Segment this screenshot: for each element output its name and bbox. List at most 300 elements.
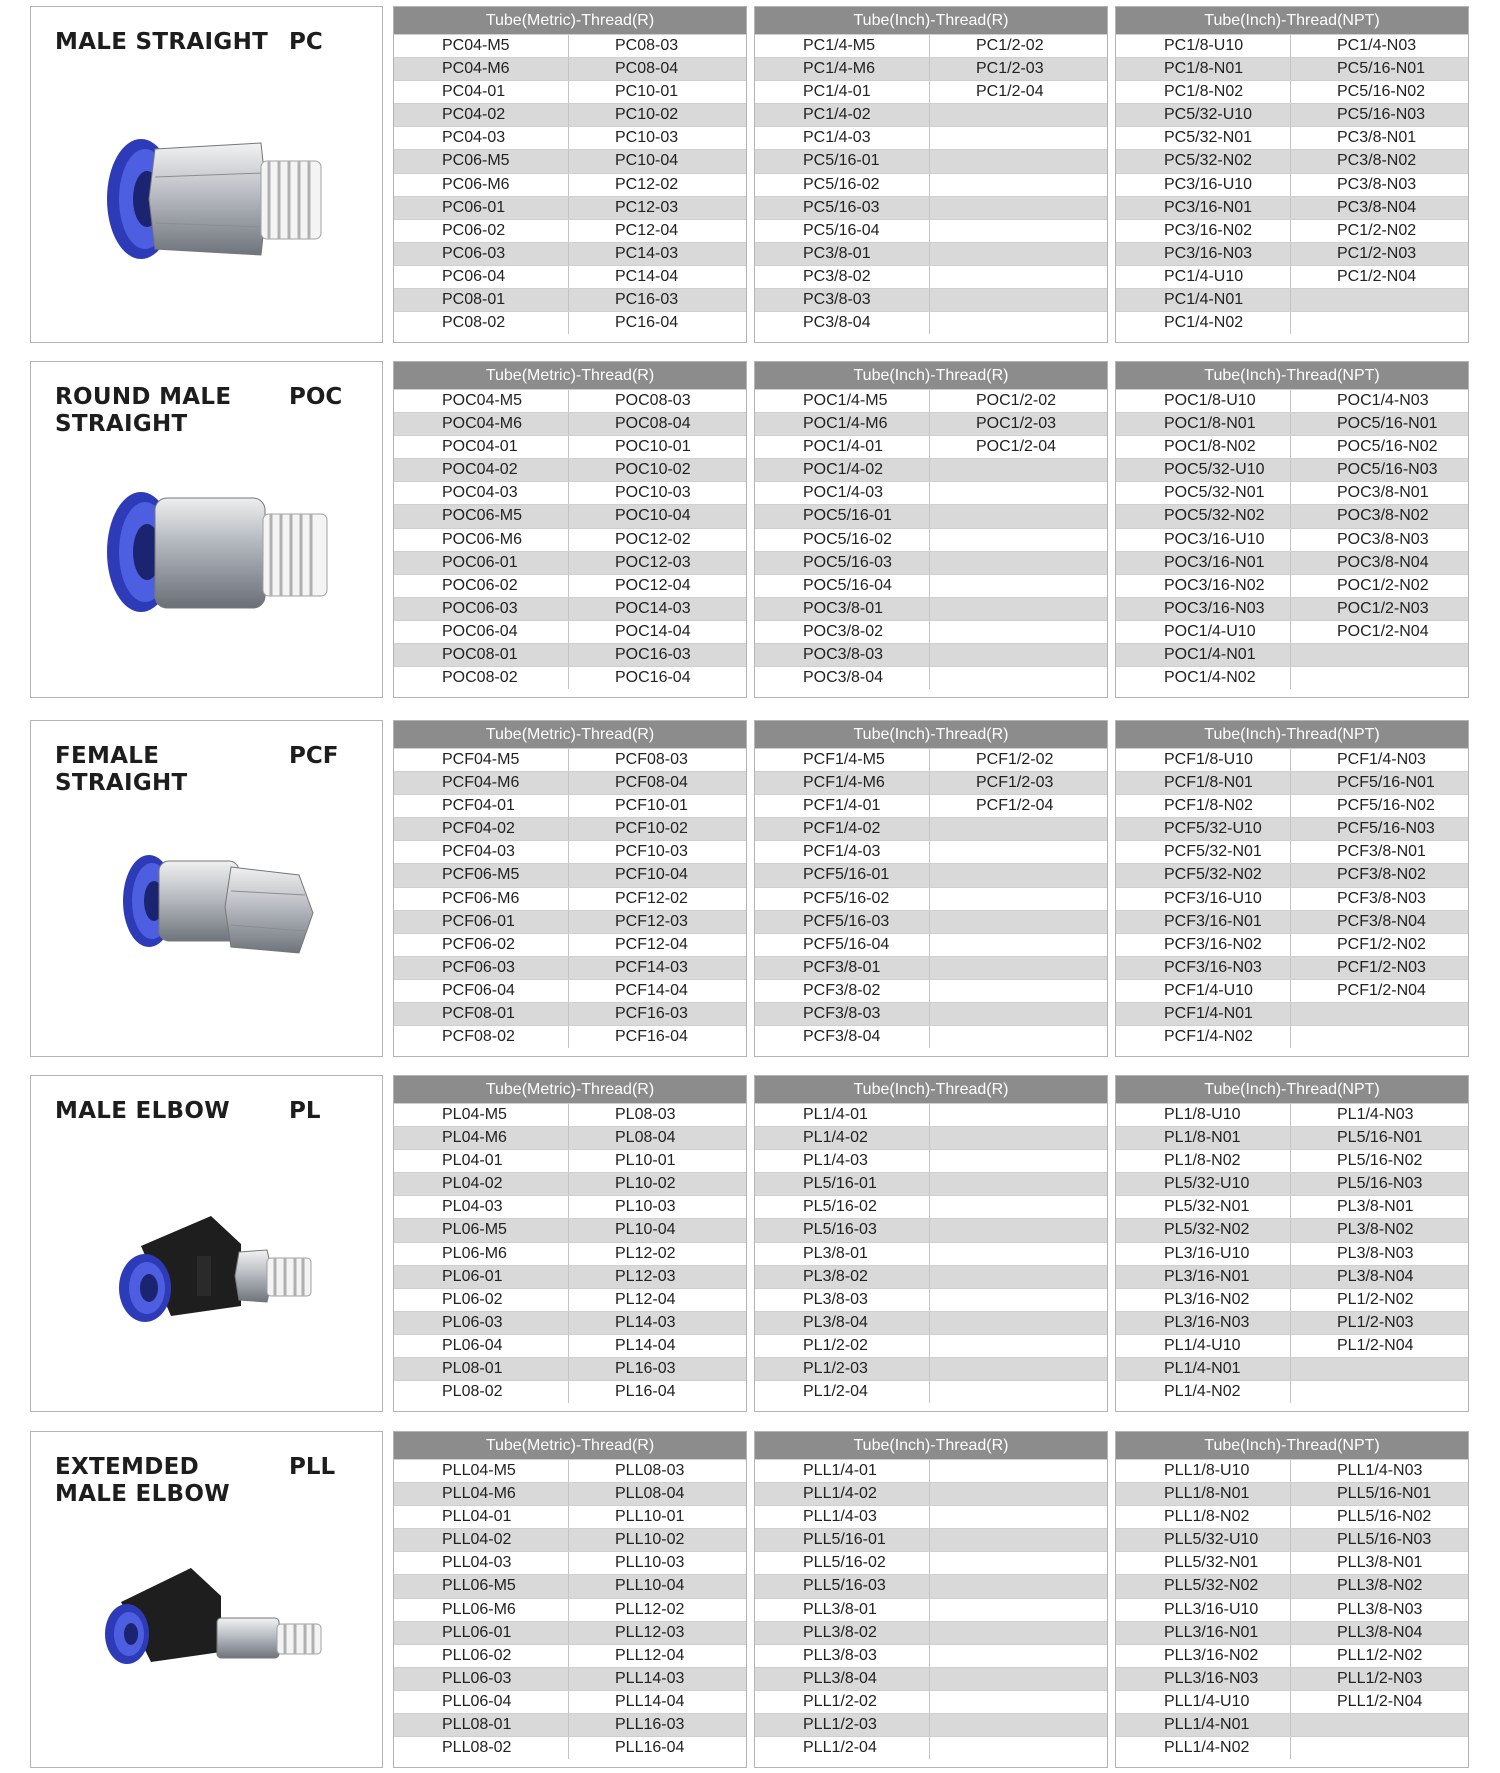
table-row bbox=[755, 34, 1107, 57]
part-number-cell: PCF3/8-01 bbox=[755, 957, 930, 979]
table-header: Tube(Inch)-Thread(R) bbox=[755, 7, 1107, 34]
part-number-cell bbox=[930, 1127, 1107, 1149]
part-number-cell: POC16-03 bbox=[615, 646, 691, 664]
part-number-cell: PL04-02 bbox=[394, 1173, 569, 1195]
table-header: Tube(Inch)-Thread(NPT) bbox=[1116, 362, 1468, 389]
part-number-cell: POC10-03 bbox=[615, 484, 691, 502]
part-number-cell: PCF1/4-N02 bbox=[1116, 1026, 1291, 1048]
part-number-cell: PLL1/8-U10 bbox=[1116, 1460, 1291, 1482]
part-number-cell: PLL5/32-N01 bbox=[1116, 1552, 1291, 1574]
part-number-cell: PL1/4-N02 bbox=[1116, 1381, 1291, 1403]
part-number-cell: PCF14-04 bbox=[615, 981, 688, 999]
part-number-cell: POC3/8-N01 bbox=[1337, 484, 1429, 502]
table-row bbox=[755, 1713, 1107, 1736]
table-row bbox=[1116, 504, 1468, 527]
table-row bbox=[394, 771, 746, 794]
part-number-cell bbox=[930, 529, 1107, 551]
part-number-cell: PLL5/16-01 bbox=[755, 1529, 930, 1551]
part-number-cell: PL06-03 bbox=[394, 1312, 569, 1334]
table-row bbox=[1116, 1505, 1468, 1528]
table-row bbox=[394, 435, 746, 458]
table-row bbox=[755, 1380, 1107, 1403]
part-number-cell: PLL5/32-U10 bbox=[1116, 1529, 1291, 1551]
product-name: EXTEMDED MALE ELBOW bbox=[55, 1454, 230, 1507]
part-number-cell: PCF1/4-M5 bbox=[755, 749, 930, 771]
part-number-cell: POC5/16-01 bbox=[755, 505, 930, 527]
table-row bbox=[1116, 1126, 1468, 1149]
part-number-cell: PL1/4-N01 bbox=[1116, 1358, 1291, 1380]
table-row bbox=[1116, 458, 1468, 481]
part-number-cell: POC04-M5 bbox=[394, 390, 569, 412]
part-number-cell bbox=[930, 1668, 1107, 1690]
part-number-cell: PLL06-01 bbox=[394, 1622, 569, 1644]
table-header: Tube(Metric)-Thread(R) bbox=[394, 362, 746, 389]
table-row bbox=[1116, 1103, 1468, 1126]
table-row bbox=[755, 57, 1107, 80]
part-number-cell: POC06-01 bbox=[394, 552, 569, 574]
part-number-cell: POC5/16-04 bbox=[755, 575, 930, 597]
part-number-cell: PC5/32-N02 bbox=[1116, 150, 1291, 172]
part-number-cell: PC1/8-N01 bbox=[1116, 58, 1291, 80]
part-number-cell bbox=[930, 841, 1107, 863]
part-number-cell: PC1/2-N03 bbox=[1337, 244, 1417, 262]
part-number-cell: PCF5/16-03 bbox=[755, 911, 930, 933]
table-row bbox=[394, 1598, 746, 1621]
part-number-cell: PC06-03 bbox=[394, 243, 569, 265]
table-row bbox=[394, 311, 746, 334]
part-number-cell: PCF5/16-N01 bbox=[1337, 774, 1435, 792]
part-number-cell: PCF06-04 bbox=[394, 980, 569, 1002]
part-number-cell: POC1/2-03 bbox=[976, 415, 1057, 433]
part-number-table bbox=[393, 1431, 747, 1768]
table-row bbox=[755, 933, 1107, 956]
part-number-cell bbox=[930, 459, 1107, 481]
table-row bbox=[394, 551, 746, 574]
table-row bbox=[1116, 288, 1468, 311]
part-number-cell: PL3/8-N03 bbox=[1337, 1244, 1414, 1262]
part-number-cell: POC5/16-02 bbox=[755, 529, 930, 551]
part-number-cell: PC1/4-N01 bbox=[1116, 289, 1291, 311]
table-row bbox=[394, 173, 746, 196]
part-number-cell bbox=[930, 1737, 1107, 1759]
part-number-cell: PLL3/8-N03 bbox=[1337, 1600, 1423, 1618]
table-row bbox=[394, 666, 746, 689]
table-row bbox=[394, 1002, 746, 1025]
part-number-cell bbox=[1291, 1026, 1468, 1048]
part-number-cell bbox=[930, 1599, 1107, 1621]
part-number-cell: PLL3/16-N03 bbox=[1116, 1668, 1291, 1690]
table-row bbox=[394, 1334, 746, 1357]
part-number-cell: POC04-03 bbox=[394, 482, 569, 504]
part-number-cell bbox=[930, 644, 1107, 666]
part-number-cell bbox=[930, 1622, 1107, 1644]
table-row bbox=[755, 242, 1107, 265]
part-number-cell: PLL3/16-N01 bbox=[1116, 1622, 1291, 1644]
table-row bbox=[1116, 1334, 1468, 1357]
part-number-cell: PCF10-01 bbox=[615, 797, 688, 815]
product-card bbox=[30, 1075, 383, 1412]
product-code: PL bbox=[289, 1098, 321, 1124]
table-row bbox=[755, 288, 1107, 311]
table-row bbox=[394, 794, 746, 817]
part-number-cell: PL1/2-03 bbox=[755, 1358, 930, 1380]
table-row bbox=[755, 1551, 1107, 1574]
part-number-cell: PCF06-M5 bbox=[394, 864, 569, 886]
table-row bbox=[394, 242, 746, 265]
part-number-cell: PC3/8-N01 bbox=[1337, 129, 1417, 147]
part-number-cell bbox=[930, 1714, 1107, 1736]
part-number-cell: PCF06-01 bbox=[394, 911, 569, 933]
part-number-cell: PL1/2-N03 bbox=[1337, 1313, 1414, 1331]
part-number-cell: PLL1/2-03 bbox=[755, 1714, 930, 1736]
table-row bbox=[755, 435, 1107, 458]
part-number-cell bbox=[930, 1483, 1107, 1505]
part-number-cell: PL3/8-N02 bbox=[1337, 1221, 1414, 1239]
part-number-cell: PC1/4-M6 bbox=[755, 58, 930, 80]
part-number-cell: PCF04-M6 bbox=[394, 772, 569, 794]
part-number-cell: PC1/4-N03 bbox=[1337, 37, 1417, 54]
table-row bbox=[1116, 173, 1468, 196]
table-row bbox=[755, 1265, 1107, 1288]
part-number-cell: PCF1/4-N01 bbox=[1116, 1003, 1291, 1025]
table-row bbox=[394, 597, 746, 620]
table-row bbox=[1116, 666, 1468, 689]
part-number-cell: PL5/32-U10 bbox=[1116, 1173, 1291, 1195]
table-row bbox=[1116, 1598, 1468, 1621]
table-row bbox=[1116, 1459, 1468, 1482]
table-row bbox=[755, 574, 1107, 597]
table-header: Tube(Inch)-Thread(R) bbox=[755, 1076, 1107, 1103]
table-row bbox=[755, 219, 1107, 242]
table-row bbox=[394, 1288, 746, 1311]
table-row bbox=[755, 80, 1107, 103]
part-number-cell: PL1/4-U10 bbox=[1116, 1335, 1291, 1357]
table-row bbox=[755, 1288, 1107, 1311]
part-number-cell: PCF1/4-M6 bbox=[755, 772, 930, 794]
part-number-cell: PCF3/16-N02 bbox=[1116, 934, 1291, 956]
part-number-cell: POC08-01 bbox=[394, 644, 569, 666]
part-number-cell: POC04-02 bbox=[394, 459, 569, 481]
table-row bbox=[755, 1598, 1107, 1621]
part-number-cell bbox=[930, 1552, 1107, 1574]
table-row bbox=[394, 1551, 746, 1574]
part-number-cell: PL3/8-03 bbox=[755, 1289, 930, 1311]
table-row bbox=[755, 1574, 1107, 1597]
extended-male-elbow-fitting-image bbox=[71, 1512, 341, 1722]
part-number-cell: PLL1/4-N03 bbox=[1337, 1462, 1423, 1479]
part-number-cell: POC3/8-04 bbox=[755, 667, 930, 689]
table-row bbox=[1116, 435, 1468, 458]
part-number-cell: PL5/16-N01 bbox=[1337, 1129, 1423, 1147]
part-number-cell: PL08-04 bbox=[615, 1129, 676, 1147]
table-row bbox=[394, 1621, 746, 1644]
part-number-cell: PCF3/8-N01 bbox=[1337, 843, 1426, 861]
part-number-cell: PL5/16-N02 bbox=[1337, 1152, 1423, 1170]
part-number-cell: PCF5/32-U10 bbox=[1116, 818, 1291, 840]
part-number-cell: PCF1/8-N01 bbox=[1116, 772, 1291, 794]
round-male-straight-fitting-image bbox=[71, 442, 341, 652]
part-number-cell: POC1/4-01 bbox=[755, 436, 930, 458]
table-row bbox=[755, 173, 1107, 196]
part-number-cell: PCF3/16-U10 bbox=[1116, 888, 1291, 910]
part-number-cell: PLL04-01 bbox=[394, 1506, 569, 1528]
table-row bbox=[394, 412, 746, 435]
table-row bbox=[755, 458, 1107, 481]
part-number-cell: POC1/2-N02 bbox=[1337, 576, 1429, 594]
part-number-cell: PCF06-M6 bbox=[394, 888, 569, 910]
part-number-cell bbox=[1291, 1737, 1468, 1759]
table-row bbox=[755, 1103, 1107, 1126]
table-row bbox=[755, 887, 1107, 910]
table-row bbox=[1116, 1667, 1468, 1690]
part-number-cell bbox=[930, 104, 1107, 126]
part-number-cell: POC1/2-04 bbox=[976, 438, 1057, 456]
part-number-table bbox=[754, 1075, 1108, 1412]
part-number-cell: PCF5/16-N03 bbox=[1337, 820, 1435, 838]
table-row bbox=[755, 1002, 1107, 1025]
table-row bbox=[1116, 910, 1468, 933]
table-row bbox=[755, 1690, 1107, 1713]
table-row bbox=[1116, 794, 1468, 817]
part-number-cell bbox=[930, 1575, 1107, 1597]
product-name: FEMALE STRAIGHT bbox=[55, 743, 188, 796]
part-number-cell bbox=[930, 818, 1107, 840]
part-number-cell: PCF1/4-03 bbox=[755, 841, 930, 863]
table-row bbox=[755, 666, 1107, 689]
table-row bbox=[1116, 1528, 1468, 1551]
table-row bbox=[755, 794, 1107, 817]
part-number-cell: PC14-04 bbox=[615, 267, 679, 285]
part-number-cell bbox=[930, 888, 1107, 910]
part-number-cell: PC5/32-N01 bbox=[1116, 127, 1291, 149]
table-row bbox=[1116, 863, 1468, 886]
table-row bbox=[755, 1242, 1107, 1265]
product-code: PLL bbox=[289, 1454, 336, 1480]
table-row bbox=[394, 504, 746, 527]
part-number-cell: PL12-04 bbox=[615, 1290, 676, 1308]
part-number-table bbox=[1115, 720, 1469, 1057]
part-number-cell: PLL08-02 bbox=[394, 1737, 569, 1759]
part-number-cell bbox=[1291, 289, 1468, 311]
part-number-cell: POC1/8-N02 bbox=[1116, 436, 1291, 458]
part-number-cell: PLL5/16-02 bbox=[755, 1552, 930, 1574]
part-number-cell: POC1/8-N01 bbox=[1116, 413, 1291, 435]
table-row bbox=[1116, 1265, 1468, 1288]
table-row bbox=[755, 1667, 1107, 1690]
table-row bbox=[755, 126, 1107, 149]
table-row bbox=[394, 910, 746, 933]
part-number-cell: PC3/16-U10 bbox=[1116, 174, 1291, 196]
table-header: Tube(Inch)-Thread(R) bbox=[755, 721, 1107, 748]
part-number-cell: PC3/8-01 bbox=[755, 243, 930, 265]
part-number-cell: PCF5/16-04 bbox=[755, 934, 930, 956]
part-number-cell: PL1/4-N03 bbox=[1337, 1106, 1414, 1123]
part-number-cell: PLL10-01 bbox=[615, 1508, 685, 1526]
part-number-table bbox=[393, 361, 747, 698]
part-number-cell: PC5/32-U10 bbox=[1116, 104, 1291, 126]
table-row bbox=[394, 265, 746, 288]
part-number-cell bbox=[930, 864, 1107, 886]
part-number-cell bbox=[1291, 644, 1468, 666]
part-number-cell: PC14-03 bbox=[615, 244, 679, 262]
part-number-cell: PLL08-03 bbox=[615, 1462, 685, 1479]
part-number-cell: POC04-M6 bbox=[394, 413, 569, 435]
part-number-cell: PL08-02 bbox=[394, 1381, 569, 1403]
table-row bbox=[1116, 643, 1468, 666]
table-row bbox=[394, 620, 746, 643]
table-row bbox=[394, 1482, 746, 1505]
table-row bbox=[755, 643, 1107, 666]
part-number-cell: PLL1/8-N01 bbox=[1116, 1483, 1291, 1505]
part-number-cell: PLL08-01 bbox=[394, 1714, 569, 1736]
table-row bbox=[1116, 1357, 1468, 1380]
part-number-cell: POC1/4-M6 bbox=[755, 413, 930, 435]
part-number-cell bbox=[930, 197, 1107, 219]
product-name: ROUND MALE STRAIGHT bbox=[55, 384, 232, 437]
part-number-cell: PLL1/4-01 bbox=[755, 1460, 930, 1482]
table-row bbox=[1116, 1195, 1468, 1218]
part-number-cell: POC06-02 bbox=[394, 575, 569, 597]
part-number-cell bbox=[930, 243, 1107, 265]
table-row bbox=[1116, 1482, 1468, 1505]
part-number-cell bbox=[930, 598, 1107, 620]
table-row bbox=[1116, 1551, 1468, 1574]
part-number-cell: PCF08-01 bbox=[394, 1003, 569, 1025]
table-row bbox=[1116, 887, 1468, 910]
table-row bbox=[1116, 1736, 1468, 1759]
part-number-cell: PC5/16-N03 bbox=[1337, 106, 1426, 124]
table-row bbox=[1116, 481, 1468, 504]
part-number-cell: PCF5/32-N02 bbox=[1116, 864, 1291, 886]
part-number-cell: PL1/8-N01 bbox=[1116, 1127, 1291, 1149]
part-number-cell: PC5/16-03 bbox=[755, 197, 930, 219]
part-number-table bbox=[393, 720, 747, 1057]
table-row bbox=[1116, 1621, 1468, 1644]
part-number-cell: PCF5/16-02 bbox=[755, 888, 930, 910]
part-number-cell: PC3/8-N04 bbox=[1337, 198, 1417, 216]
table-row bbox=[1116, 149, 1468, 172]
part-number-cell: PL10-02 bbox=[615, 1175, 676, 1193]
part-number-cell: POC1/4-N02 bbox=[1116, 667, 1291, 689]
part-number-cell: PCF1/2-N03 bbox=[1337, 958, 1426, 976]
part-number-cell: POC1/2-02 bbox=[976, 392, 1057, 409]
table-row bbox=[1116, 412, 1468, 435]
part-number-cell: PLL14-04 bbox=[615, 1692, 685, 1710]
product-card bbox=[30, 6, 383, 343]
part-number-cell: PCF1/2-N04 bbox=[1337, 981, 1426, 999]
part-number-cell: PCF1/2-N02 bbox=[1337, 935, 1426, 953]
part-number-cell: PCF1/4-01 bbox=[755, 795, 930, 817]
part-number-cell: PLL14-03 bbox=[615, 1669, 685, 1687]
part-number-cell: PLL1/4-02 bbox=[755, 1483, 930, 1505]
table-row bbox=[755, 1149, 1107, 1172]
part-number-cell: PC04-M6 bbox=[394, 58, 569, 80]
table-row bbox=[755, 1025, 1107, 1048]
part-number-cell: POC08-03 bbox=[615, 392, 691, 409]
table-row bbox=[1116, 979, 1468, 1002]
part-number-cell: PCF3/16-N01 bbox=[1116, 911, 1291, 933]
part-number-cell: PC3/8-N03 bbox=[1337, 175, 1417, 193]
part-number-cell: PLL3/16-U10 bbox=[1116, 1599, 1291, 1621]
part-number-cell: POC5/16-N02 bbox=[1337, 438, 1438, 456]
table-row bbox=[1116, 1644, 1468, 1667]
table-row bbox=[394, 1644, 746, 1667]
table-row bbox=[755, 1172, 1107, 1195]
part-number-cell: POC12-04 bbox=[615, 576, 691, 594]
table-row bbox=[394, 481, 746, 504]
part-number-cell: PC1/8-U10 bbox=[1116, 35, 1291, 57]
product-section bbox=[0, 361, 1500, 700]
part-number-cell: PCF12-04 bbox=[615, 935, 688, 953]
part-number-cell: POC3/16-U10 bbox=[1116, 529, 1291, 551]
part-number-cell: PLL5/16-N02 bbox=[1337, 1508, 1432, 1526]
part-number-cell bbox=[930, 1358, 1107, 1380]
part-number-cell: PCF12-03 bbox=[615, 912, 688, 930]
part-number-cell: PL3/8-02 bbox=[755, 1266, 930, 1288]
part-number-cell: PL06-02 bbox=[394, 1289, 569, 1311]
table-header: Tube(Metric)-Thread(R) bbox=[394, 1432, 746, 1459]
table-row bbox=[1116, 196, 1468, 219]
part-number-cell: PC10-02 bbox=[615, 106, 679, 124]
part-number-cell: POC3/8-N02 bbox=[1337, 507, 1429, 525]
part-number-cell: PLL10-03 bbox=[615, 1554, 685, 1572]
part-number-cell bbox=[930, 127, 1107, 149]
table-row bbox=[755, 840, 1107, 863]
part-number-cell: PCF10-03 bbox=[615, 843, 688, 861]
part-number-cell: PCF3/8-N03 bbox=[1337, 889, 1426, 907]
part-number-cell: PL5/16-01 bbox=[755, 1173, 930, 1195]
part-number-cell: PC08-04 bbox=[615, 60, 679, 78]
part-number-cell: PL1/8-U10 bbox=[1116, 1104, 1291, 1126]
part-number-cell: PCF04-M5 bbox=[394, 749, 569, 771]
part-number-cell: PCF16-04 bbox=[615, 1028, 688, 1046]
part-number-cell: PC3/8-02 bbox=[755, 266, 930, 288]
part-number-cell bbox=[1291, 1381, 1468, 1403]
part-number-cell bbox=[930, 575, 1107, 597]
part-number-cell: PL14-03 bbox=[615, 1313, 676, 1331]
part-number-cell: PL3/16-N01 bbox=[1116, 1266, 1291, 1288]
part-number-cell: PCF14-03 bbox=[615, 958, 688, 976]
part-number-cell: PLL04-02 bbox=[394, 1529, 569, 1551]
part-number-cell: PLL3/8-04 bbox=[755, 1668, 930, 1690]
part-number-cell: PLL12-03 bbox=[615, 1623, 685, 1641]
table-row bbox=[394, 1357, 746, 1380]
table-row bbox=[1116, 551, 1468, 574]
table-row bbox=[394, 458, 746, 481]
part-number-cell: PL10-01 bbox=[615, 1152, 676, 1170]
part-number-cell: PC1/4-01 bbox=[755, 81, 930, 103]
part-number-cell bbox=[930, 174, 1107, 196]
part-number-cell: POC1/4-M5 bbox=[755, 390, 930, 412]
part-number-cell: PC16-04 bbox=[615, 314, 679, 332]
part-number-cell: POC1/8-U10 bbox=[1116, 390, 1291, 412]
part-number-cell: PL12-03 bbox=[615, 1267, 676, 1285]
table-row bbox=[755, 1644, 1107, 1667]
part-number-cell: PLL04-M6 bbox=[394, 1483, 569, 1505]
table-row bbox=[755, 597, 1107, 620]
part-number-cell: PC3/16-N02 bbox=[1116, 220, 1291, 242]
part-number-cell bbox=[930, 1529, 1107, 1551]
part-number-cell: PC3/8-03 bbox=[755, 289, 930, 311]
part-number-cell bbox=[1291, 312, 1468, 334]
part-number-table bbox=[1115, 1075, 1469, 1412]
table-row bbox=[394, 1103, 746, 1126]
table-row bbox=[394, 1242, 746, 1265]
part-number-cell bbox=[930, 1645, 1107, 1667]
part-number-cell: POC08-04 bbox=[615, 415, 691, 433]
part-number-cell: PL06-04 bbox=[394, 1335, 569, 1357]
table-row bbox=[755, 817, 1107, 840]
